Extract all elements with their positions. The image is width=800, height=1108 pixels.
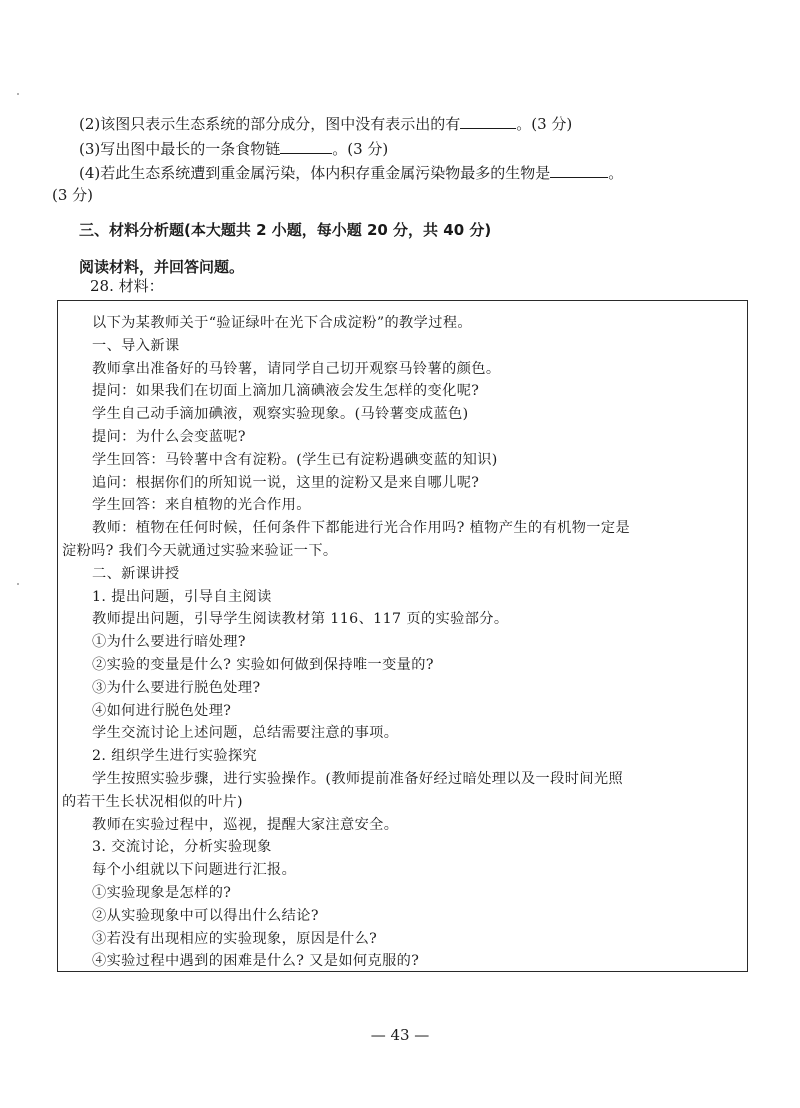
material-line: 的若干生长状况相似的叶片) [62, 793, 243, 810]
material-line: 学生回答：来自植物的光合作用。 [92, 497, 311, 514]
section-title: 三、材料分析题(本大题共 2 小题，每小题 20 分，共 40 分) [79, 221, 492, 239]
material-line: ③为什么要进行脱色处理? [92, 679, 261, 696]
material-line: ④实验过程中遇到的困难是什么? 又是如何克服的? [92, 953, 420, 970]
margin-dot [17, 93, 19, 95]
material-line: ④如何进行脱色处理? [92, 702, 232, 719]
question-3-tail: 。(3 分) [332, 140, 389, 158]
question-4-tail: 。 [608, 164, 624, 182]
material-line: ①为什么要进行暗处理? [92, 634, 246, 651]
answer-blank [460, 114, 516, 129]
material-line: 每个小组就以下问题进行汇报。 [92, 862, 297, 879]
material-line: 淀粉吗? 我们今天就通过实验来验证一下。 [62, 543, 338, 559]
question-28-label: 28. 材料： [90, 277, 164, 295]
question-4-score: (3 分) [52, 186, 94, 204]
material-line: 3. 交流讨论，分析实验现象 [92, 839, 272, 856]
answer-blank [550, 163, 608, 178]
question-2-text: (2)该图只表示生态系统的部分成分，图中没有表示出的有 [79, 115, 461, 133]
material-line: 2. 组织学生进行实验探究 [92, 748, 258, 765]
margin-dot [17, 583, 19, 585]
question-2 [79, 113, 572, 134]
question-3-text: (3)写出图中最长的一条食物链 [79, 140, 281, 158]
material-line: 学生回答：马铃薯中含有淀粉。(学生已有淀粉遇碘变蓝的知识) [92, 451, 498, 468]
material-line: 1. 提出问题，引导自主阅读 [92, 588, 272, 605]
material-line: 二、新课讲授 [92, 565, 180, 582]
answer-blank [280, 139, 332, 154]
material-line: 一、导入新课 [92, 337, 180, 354]
material-line: 教师提出问题，引导学生阅读教材第 116、117 页的实验部分。 [92, 611, 509, 628]
material-line: 学生交流讨论上述问题，总结需要注意的事项。 [92, 725, 399, 742]
material-line: 学生自己动手滴加碘液，观察实验现象。(马铃薯变成蓝色) [92, 406, 469, 423]
material-line: 教师：植物在任何时候，任何条件下都能进行光合作用吗? 植物产生的有机物一定是 [92, 520, 631, 537]
section-instruction: 阅读材料，并回答问题。 [79, 258, 245, 276]
question-3 [79, 138, 388, 159]
material-line: 提问：如果我们在切面上滴加几滴碘液会发生怎样的变化呢? [92, 383, 480, 400]
material-line: 学生按照实验步骤，进行实验操作。(教师提前准备好经过暗处理以及一段时间光照 [92, 771, 624, 787]
material-line: 教师在实验过程中，巡视，提醒大家注意安全。 [92, 816, 399, 833]
material-line: ②实验的变量是什么? 实验如何做到保持唯一变量的? [92, 657, 434, 673]
material-line: 追问：根据你们的所知说一说，这里的淀粉又是来自哪儿呢? [92, 474, 480, 491]
material-line: ①实验现象是怎样的? [92, 885, 232, 901]
question-4 [79, 162, 623, 183]
question-2-tail: 。(3 分) [516, 115, 573, 133]
page-number: — 43 — [370, 1026, 430, 1044]
material-line: 提问：为什么会变蓝呢? [92, 429, 246, 445]
material-line: 教师拿出准备好的马铃薯，请同学自己切开观察马铃薯的颜色。 [92, 360, 501, 377]
question-4-text: (4)若此生态系统遭到重金属污染，体内积存重金属污染物最多的生物是 [79, 164, 551, 182]
material-line: ②从实验现象中可以得出什么结论? [92, 907, 319, 924]
material-line: 以下为某教师关于“验证绿叶在光下合成淀粉”的教学过程。 [92, 315, 472, 331]
material-line: ③若没有出现相应的实验现象，原因是什么? [92, 930, 378, 947]
